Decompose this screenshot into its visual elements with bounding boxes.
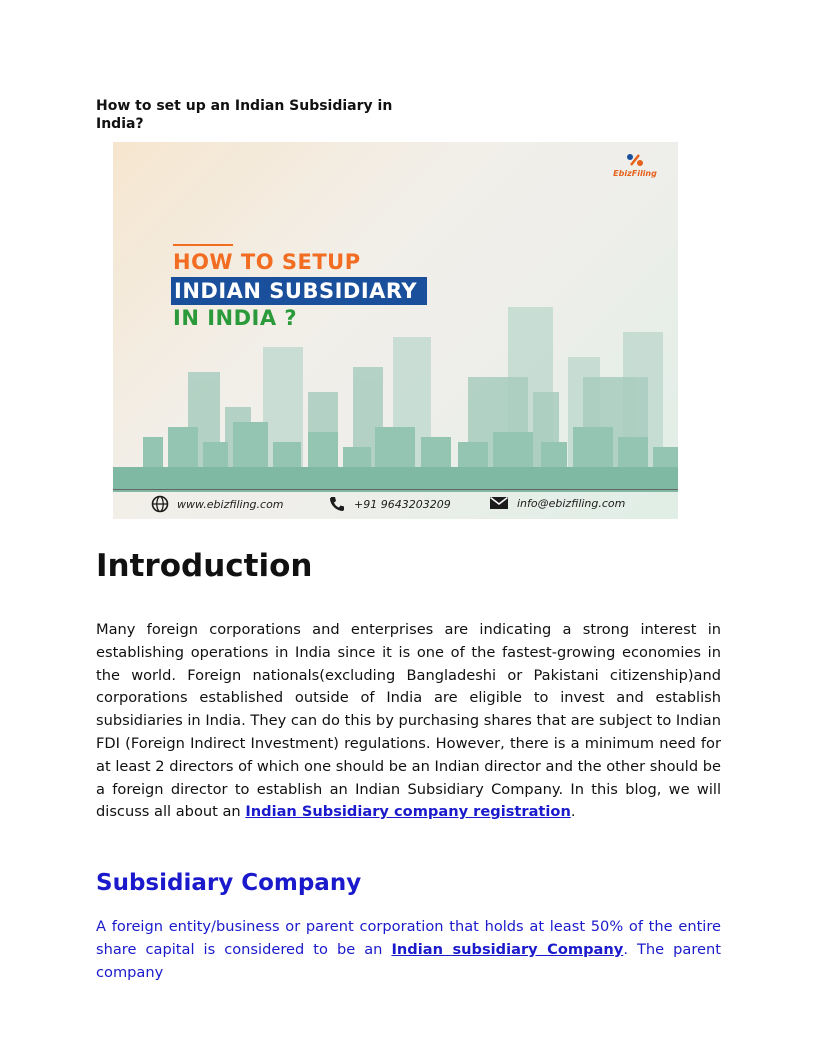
- introduction-paragraph: [96, 619, 721, 824]
- page-title: How to set up an Indian Subsidiary in India?: [96, 98, 393, 132]
- subsidiary-registration-link[interactable]: Indian Subsidiary company registration: [245, 803, 571, 821]
- subsidiary-paragraph: [96, 916, 721, 984]
- mail-icon: [489, 495, 509, 511]
- indian-subsidiary-company-link[interactable]: Indian subsidiary Company: [391, 940, 624, 958]
- contact-bar: [113, 489, 678, 519]
- title-accent-line: [173, 244, 233, 246]
- subsidiary-text: A foreign entity/business or parent corporation that holds at least 50% of the entire share capital is considered to be an: [96, 918, 721, 958]
- phone-contact: [328, 495, 451, 513]
- hero-title-line-2: INDIAN SUBSIDIARY: [171, 277, 427, 305]
- phone-text: +91 9643203209: [354, 497, 451, 511]
- subsidiary-text-end: . The parent company: [96, 940, 722, 981]
- introduction-text: Many foreign corporations and enterprises are indicating a strong interest in establishing operations in India since it is one of the fastest-growing economies in the world. Foreign nationals(excluding Bangladeshi or Pakistani citizenship)and corporations established outside of India are eligible to invest and establish subsidiaries in India. They can do this by purchasing shares that are subject to Indian FDI (Foreign Indirect Investment) regulations. However, there is a minimum need for at least 2 directors of which one should be an Indian director and the other should be a foreign director to establish an Indian Subsidiary Company. In this blog, we will discuss all about an: [96, 621, 721, 821]
- introduction-heading: Introduction: [96, 548, 313, 584]
- website-text: www.ebizfiling.com: [177, 497, 284, 511]
- hero-banner-image: [113, 142, 678, 519]
- brand-name: EbizFiling: [613, 169, 657, 178]
- brand-mark-icon: [624, 152, 646, 168]
- phone-icon: [328, 495, 346, 513]
- skyline-illustration: [113, 142, 678, 519]
- subsidiary-company-heading: Subsidiary Company: [96, 870, 362, 896]
- globe-icon: [151, 495, 169, 513]
- website-contact: [151, 495, 284, 513]
- email-text: info@ebizfiling.com: [517, 496, 626, 510]
- email-contact: [489, 495, 625, 511]
- introduction-text-end: .: [570, 803, 576, 821]
- hero-title-line-3: IN INDIA ?: [173, 306, 298, 330]
- hero-title-line-1: HOW TO SETUP: [173, 250, 361, 274]
- brand-logo: [600, 152, 670, 178]
